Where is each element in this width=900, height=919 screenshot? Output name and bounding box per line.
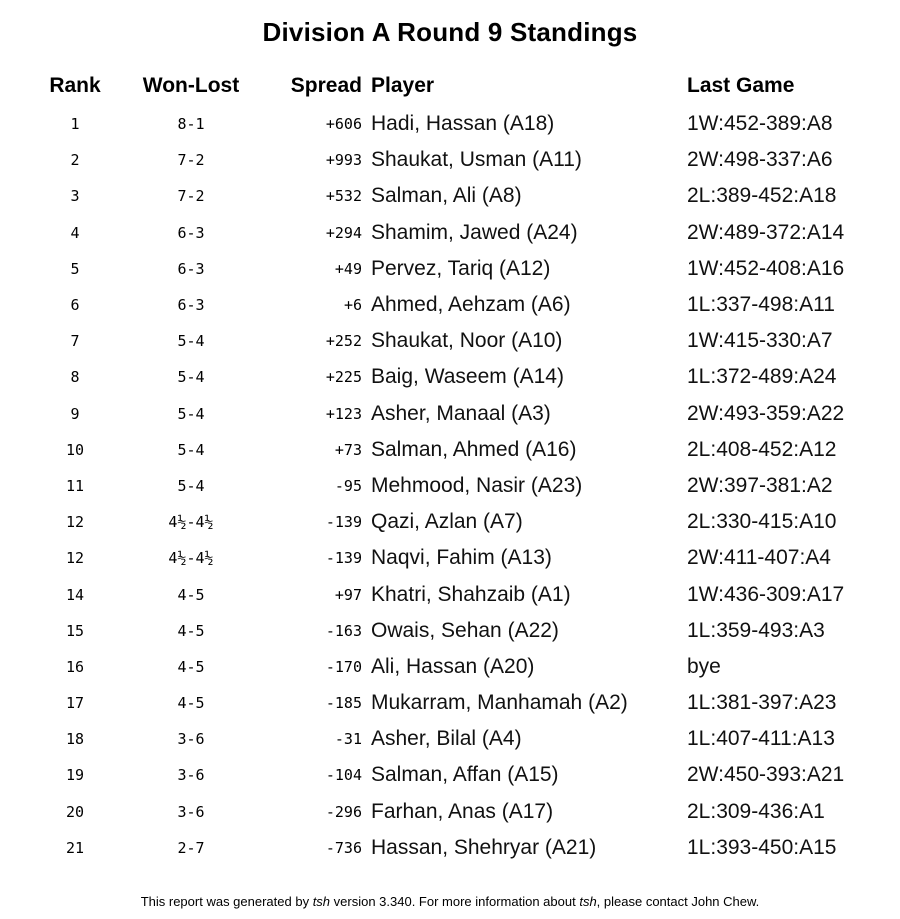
last-game-cell: bye — [687, 654, 721, 678]
spread-cell: +6 — [343, 296, 362, 315]
won-lost-cell: 6-3 — [177, 296, 205, 315]
won-lost-cell: 5-4 — [177, 404, 205, 423]
table-row — [34, 540, 887, 576]
table-row — [34, 215, 887, 251]
rank-cell: 6 — [70, 296, 80, 315]
won-lost-cell: 5-4 — [177, 368, 205, 387]
won-lost-cell: 4½-4½ — [168, 549, 214, 568]
rank-cell: 1 — [70, 115, 80, 134]
table-row — [34, 794, 887, 830]
player-cell: Asher, Manaal (A3) — [371, 401, 551, 425]
spread-cell: -104 — [325, 766, 362, 785]
player-cell: Pervez, Tariq (A12) — [371, 256, 551, 280]
spread-cell: +225 — [325, 368, 362, 387]
rank-cell: 12 — [65, 549, 85, 568]
last-game-cell: 1W:415-330:A7 — [687, 329, 833, 353]
won-lost-cell: 8-1 — [177, 115, 205, 134]
player-cell: Salman, Ahmed (A16) — [371, 437, 577, 461]
table-row — [34, 396, 887, 432]
footer-text: This report was generated by — [140, 894, 313, 909]
player-cell: Khatri, Shahzaib (A1) — [371, 582, 571, 606]
spread-cell: +123 — [325, 404, 362, 423]
table-row — [34, 323, 887, 359]
won-lost-cell: 3-6 — [177, 730, 205, 749]
player-cell: Baig, Waseem (A14) — [371, 365, 564, 389]
last-game-cell: 1L:337-498:A11 — [687, 293, 835, 317]
rank-cell: 8 — [70, 368, 80, 387]
spread-cell: +73 — [334, 440, 362, 459]
last-game-cell: 2W:493-359:A22 — [687, 401, 845, 425]
last-game-cell: 1L:359-493:A3 — [687, 618, 825, 642]
spread-cell: -185 — [325, 694, 362, 713]
spread-cell: +294 — [325, 223, 362, 242]
rank-cell: 16 — [65, 657, 85, 676]
player-cell: Salman, Ali (A8) — [371, 184, 522, 208]
last-game-cell: 1W:452-408:A16 — [687, 256, 845, 280]
footer-text: , please contact John Chew. — [596, 894, 760, 909]
column-header-player: Player — [371, 74, 435, 97]
won-lost-cell: 3-6 — [177, 802, 205, 821]
rank-cell: 2 — [70, 151, 80, 170]
table-row — [34, 576, 887, 612]
table-row — [34, 287, 887, 323]
column-header-rank: Rank — [49, 74, 101, 97]
rank-cell: 21 — [65, 838, 85, 857]
column-header-last-game: Last Game — [687, 74, 795, 97]
table-row — [34, 830, 887, 866]
won-lost-cell: 2-7 — [177, 838, 205, 857]
rank-cell: 5 — [70, 259, 80, 278]
player-cell: Mukarram, Manhamah (A2) — [371, 691, 628, 715]
last-game-cell: 1W:436-309:A17 — [687, 582, 845, 606]
report-footer — [0, 892, 900, 912]
player-cell: Shaukat, Noor (A10) — [371, 329, 563, 353]
spread-cell: +993 — [325, 151, 362, 170]
player-cell: Hassan, Shehryar (A21) — [371, 835, 597, 859]
last-game-cell: 1L:372-489:A24 — [687, 365, 837, 389]
won-lost-cell: 5-4 — [177, 332, 205, 351]
rank-cell: 19 — [65, 766, 85, 785]
player-cell: Ahmed, Aehzam (A6) — [371, 293, 571, 317]
rank-cell: 7 — [70, 332, 80, 351]
won-lost-cell: 4-5 — [177, 694, 205, 713]
player-cell: Shaukat, Usman (A11) — [371, 148, 582, 172]
rank-cell: 4 — [70, 223, 80, 242]
spread-cell: +252 — [325, 332, 362, 351]
spread-cell: -736 — [325, 838, 362, 857]
rank-cell: 12 — [65, 513, 85, 532]
rank-cell: 10 — [65, 440, 85, 459]
player-cell: Qazi, Azlan (A7) — [371, 510, 523, 534]
player-cell: Naqvi, Fahim (A13) — [371, 546, 552, 570]
spread-cell: -296 — [325, 802, 362, 821]
spread-cell: -163 — [325, 621, 362, 640]
last-game-cell: 1L:381-397:A23 — [687, 691, 837, 715]
last-game-cell: 2L:408-452:A12 — [687, 437, 837, 461]
spread-cell: +606 — [325, 115, 362, 134]
player-cell: Shamim, Jawed (A24) — [371, 220, 578, 244]
player-cell: Farhan, Anas (A17) — [371, 799, 554, 823]
won-lost-cell: 5-4 — [177, 440, 205, 459]
last-game-cell: 2W:397-381:A2 — [687, 473, 833, 497]
rank-cell: 3 — [70, 187, 80, 206]
page-title: Division A Round 9 Standings — [262, 17, 638, 47]
won-lost-cell: 3-6 — [177, 766, 205, 785]
rank-cell: 9 — [70, 404, 80, 423]
last-game-cell: 1L:407-411:A13 — [687, 727, 835, 751]
player-cell: Salman, Affan (A15) — [371, 763, 559, 787]
table-row — [34, 106, 887, 142]
last-game-cell: 1L:393-450:A15 — [687, 835, 837, 859]
won-lost-cell: 4-5 — [177, 657, 205, 676]
footer-tsh-name: tsh — [312, 894, 331, 909]
rank-cell: 18 — [65, 730, 85, 749]
table-row — [34, 251, 887, 287]
last-game-cell: 2W:498-337:A6 — [687, 148, 833, 172]
table-row — [34, 178, 887, 214]
spread-cell: -95 — [334, 476, 362, 495]
last-game-cell: 2L:309-436:A1 — [687, 799, 825, 823]
last-game-cell: 2L:389-452:A18 — [687, 184, 837, 208]
column-header-spread: Spread — [290, 74, 362, 97]
table-row — [34, 757, 887, 793]
spread-cell: -31 — [334, 730, 362, 749]
standings-rows — [34, 106, 887, 866]
won-lost-cell: 5-4 — [177, 476, 205, 495]
last-game-cell: 2L:330-415:A10 — [687, 510, 837, 534]
table-row — [34, 468, 887, 504]
won-lost-cell: 4½-4½ — [168, 513, 214, 532]
table-row — [34, 142, 887, 178]
standings-table — [34, 66, 887, 866]
rank-cell: 15 — [65, 621, 85, 640]
rank-cell: 20 — [65, 802, 85, 821]
table-row — [34, 685, 887, 721]
spread-cell: -139 — [325, 513, 362, 532]
won-lost-cell: 7-2 — [177, 151, 205, 170]
table-row — [34, 359, 887, 395]
player-cell: Hadi, Hassan (A18) — [371, 112, 555, 136]
won-lost-cell: 4-5 — [177, 621, 205, 640]
spread-cell: +532 — [325, 187, 362, 206]
rank-cell: 17 — [65, 694, 85, 713]
won-lost-cell: 7-2 — [177, 187, 205, 206]
footer-tsh-name: tsh — [579, 894, 597, 909]
won-lost-cell: 4-5 — [177, 585, 205, 604]
won-lost-cell: 6-3 — [177, 223, 205, 242]
table-row — [34, 649, 887, 685]
last-game-cell: 2W:450-393:A21 — [687, 763, 845, 787]
rank-cell: 11 — [65, 476, 85, 495]
table-row — [34, 721, 887, 757]
spread-cell: +49 — [334, 259, 362, 278]
spread-cell: -170 — [325, 657, 362, 676]
won-lost-cell: 6-3 — [177, 259, 205, 278]
player-cell: Owais, Sehan (A22) — [371, 618, 559, 642]
last-game-cell: 1W:452-389:A8 — [687, 112, 833, 136]
table-header-row — [34, 66, 887, 106]
last-game-cell: 2W:489-372:A14 — [687, 220, 845, 244]
rank-cell: 14 — [65, 585, 85, 604]
spread-cell: -139 — [325, 549, 362, 568]
table-row — [34, 613, 887, 649]
table-row — [34, 432, 887, 468]
player-cell: Asher, Bilal (A4) — [371, 727, 522, 751]
last-game-cell: 2W:411-407:A4 — [687, 546, 831, 570]
table-row — [34, 504, 887, 540]
player-cell: Mehmood, Nasir (A23) — [371, 473, 583, 497]
spread-cell: +97 — [334, 585, 362, 604]
footer-text: version 3.340. For more information about — [330, 894, 580, 909]
column-header-won-lost: Won-Lost — [142, 74, 240, 97]
player-cell: Ali, Hassan (A20) — [371, 654, 535, 678]
